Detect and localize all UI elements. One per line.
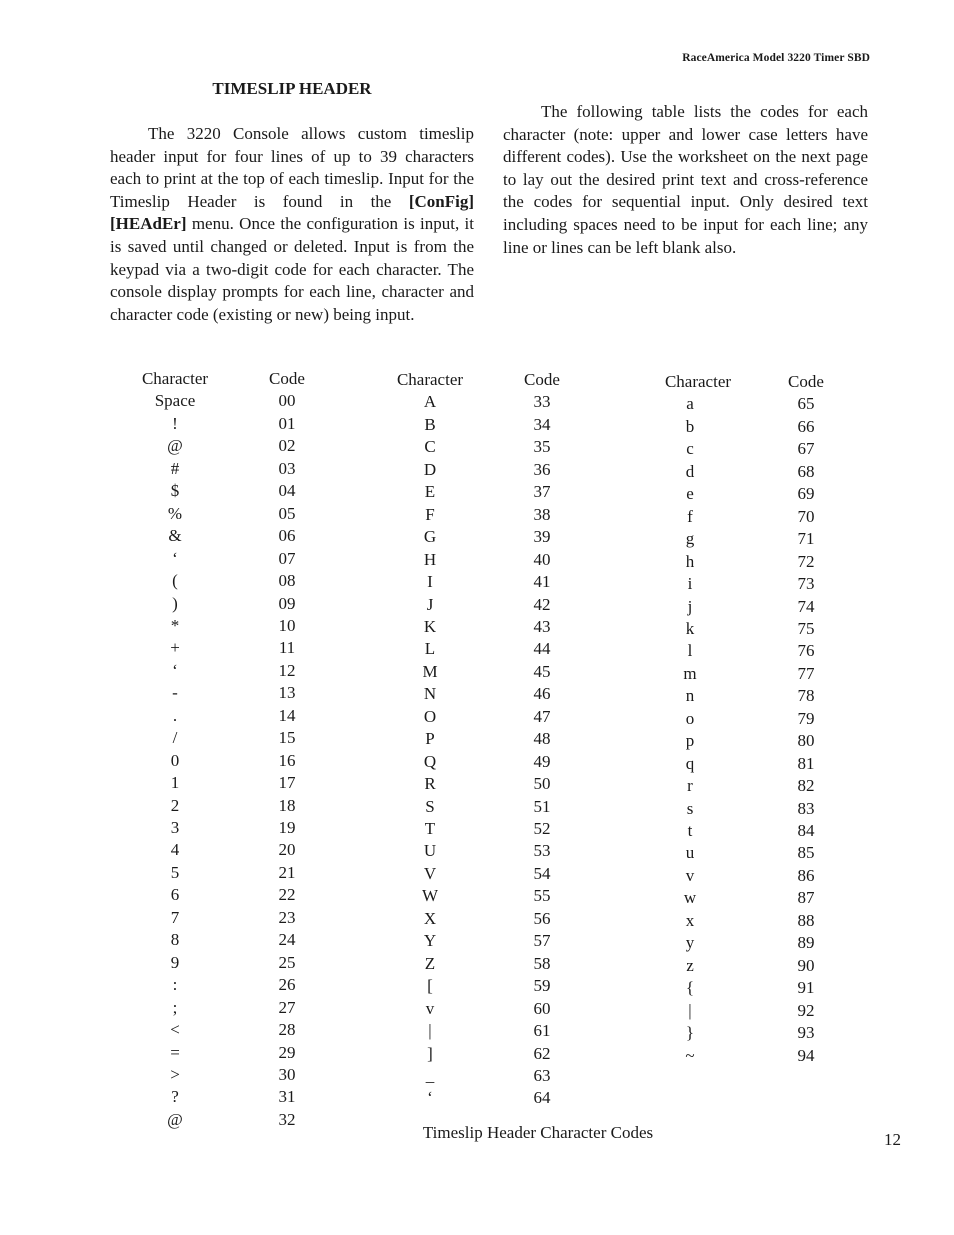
table-character-cell: ‘ [172,660,178,680]
table-character-cell: q [685,753,695,773]
table-code-cell: 47 [533,706,551,726]
code-header: Code [524,370,560,389]
table-code-cell: 11 [278,638,296,658]
table-character-cell: 3 [170,818,180,837]
table-code-cell: 53 [533,841,551,861]
table-character-cell: I [427,572,433,592]
table-character-cell: - [172,683,178,703]
table-character-cell: F [425,504,435,524]
table-code-cell: 71 [797,529,815,549]
table-code-cell: 03 [278,458,296,478]
table-code-cell: 44 [533,639,551,659]
table-character-cell: 4 [170,840,180,860]
table-code-cell: 02 [278,436,296,456]
table-code-cell: 00 [278,391,296,411]
table-character-cell: : [172,975,178,995]
table-code-cell: 79 [797,708,815,728]
table-code-cell: 15 [278,728,296,748]
table-code-cell: 04 [278,481,296,501]
table-character-cell: ; [172,997,178,1017]
table-character-cell: ~ [685,1045,695,1065]
table-code-cell: 67 [797,439,815,459]
table-character-cell: # [170,458,180,478]
table-character-cell: x [685,910,695,930]
table-character-cell: 5 [170,862,180,882]
table-character-cell: 9 [170,952,180,972]
table-code-cell: 84 [797,821,815,840]
table-character-cell: a [686,394,694,414]
table-character-cell: N [423,684,437,704]
table-code-cell: 72 [797,551,815,571]
table-character-cell: v [425,998,435,1018]
table-character-cell: m [683,663,697,683]
table-code-cell: 81 [797,753,815,773]
table-character-cell: g [685,529,695,549]
config-menu-name: [ConFig] [408,191,474,211]
table-character-cell: X [423,908,437,928]
table-code-cell: 65 [797,394,815,414]
table-code-cell: 18 [278,795,296,815]
table-code-cell: 41 [533,572,551,592]
table-code-cell: 91 [797,978,815,998]
table-code-cell: 24 [278,930,296,950]
table-character-cell: = [170,1042,180,1062]
table-code-cell: 26 [278,975,296,995]
table-code-cell: 17 [278,773,296,793]
table-character-cell: B [424,414,436,434]
table-code-cell: 42 [533,594,551,614]
table-character-cell: 6 [170,885,180,905]
table-code-cell: 08 [278,571,296,591]
table-code-cell: 51 [533,796,551,816]
character-header: Character [141,369,209,388]
table-code-cell: 21 [278,862,296,882]
table-character-cell: _ [425,1065,435,1085]
table-character-cell: O [423,706,437,726]
table-character-cell: < [170,1020,180,1040]
table-character-cell: + [170,638,180,658]
table-code-cell: 39 [533,527,551,547]
table-code-cell: 77 [797,663,815,683]
table-character-cell: @ [167,436,183,456]
table-code-cell: 54 [533,863,551,883]
table-code-cell: 48 [533,729,551,749]
table-character-cell: } [685,1023,695,1043]
table-code-cell: 49 [533,751,551,771]
table-character-cell: f [687,506,693,526]
table-character-cell: 1 [170,773,180,793]
table-code-cell: 16 [278,750,296,770]
table-code-cell: 57 [533,931,551,951]
table-character-cell: S [425,796,435,816]
table-character-cell: h [685,551,695,571]
table-character-cell: M [422,661,438,681]
table-character-cell: i [687,574,693,594]
table-character-cell: U [423,841,437,861]
table-character-cell: r [687,776,693,796]
table-code-cell: 92 [797,1000,815,1020]
table-code-cell: 20 [278,840,296,860]
table-character-cell: w [683,888,697,908]
table-code-cell: 58 [533,953,551,973]
table-character-cell: p [685,731,695,751]
table-code-cell: 10 [278,615,296,635]
table-code-cell: 05 [278,503,296,523]
table-character-cell: Z [424,953,436,973]
table-character-cell: $ [170,481,180,501]
table-code-cell: 75 [797,618,815,638]
code-header: Code [269,369,305,388]
table-code-cell: 83 [797,798,815,818]
table-character-cell: | [688,1000,692,1020]
table-character-cell: z [686,955,694,975]
table-character-cell: V [423,863,437,883]
table-code-cell: 89 [797,933,815,953]
table-character-cell: j [687,596,693,616]
table-code-cell: 30 [278,1064,296,1084]
table-character-cell: G [423,527,437,547]
page-number: 12 [884,1130,901,1149]
table-code-cell: 93 [797,1023,815,1043]
table-character-cell: C [424,437,436,457]
table-code-cell: 70 [797,506,815,526]
table-character-cell: t [687,821,693,840]
table-code-cell: 37 [533,482,551,502]
table-code-cell: 23 [278,907,296,927]
table-code-cell: 90 [797,955,815,975]
table-code-cell: 12 [278,660,296,680]
table-code-cell: 38 [533,504,551,524]
table-code-cell: 74 [797,596,815,616]
table-character-cell: H [423,549,437,569]
table-character-cell: e [686,484,694,504]
header-menu-name: [HEAdEr] [110,214,187,234]
table-character-cell: n [685,686,695,706]
table-code-cell: 85 [797,843,815,863]
table-character-cell: % [167,503,183,523]
table-character-cell: ! [172,413,178,433]
table-character-cell: o [685,708,695,728]
character-header: Character [664,372,732,391]
table-code-cell: 07 [278,548,296,568]
table-character-cell: k [685,618,695,638]
table-code-cell: 29 [278,1042,296,1062]
table-code-cell: 45 [533,661,551,681]
table-code-cell: 82 [797,776,815,796]
table-code-cell: 50 [533,774,551,794]
table-character-cell: { [685,978,695,998]
table-code-cell: 66 [797,416,815,436]
table-code-cell: 87 [797,888,815,908]
table-code-cell: 09 [278,593,296,613]
table-code-cell: 55 [533,886,551,906]
table-character-cell: > [170,1064,180,1084]
running-header: RaceAmerica Model 3220 Timer SBD [682,52,870,64]
table-code-cell: 31 [278,1087,296,1107]
table-character-cell: ( [172,571,178,591]
table-code-cell: 40 [533,549,551,569]
table-character-cell: v [685,865,695,885]
table-code-cell: 73 [797,574,815,594]
table-code-cell: 63 [533,1065,551,1085]
table-character-cell: b [685,416,695,436]
table-character-cell: D [423,459,437,479]
table-character-cell: Y [423,931,437,951]
table-character-cell: u [685,843,695,863]
table-code-cell: 36 [533,459,551,479]
right-column [503,101,868,259]
table-code-cell: 46 [533,684,551,704]
table-code-cell: 86 [797,865,815,885]
table-character-cell: * [170,615,180,635]
table-character-cell: J [426,594,434,614]
table-code-cell: 34 [533,414,551,434]
intro-paragraph [110,123,474,326]
table-character-cell: / [172,728,178,748]
table-character-cell: A [423,392,437,412]
left-column [110,78,474,326]
table-character-cell: E [424,482,436,502]
table-code-cell: 52 [533,819,551,838]
table-code-cell: 80 [797,731,815,751]
table-character-cell: ) [172,593,178,613]
table-code-cell: 27 [278,997,296,1017]
table-character-cell: L [424,639,436,659]
table-character-cell: Q [423,751,437,771]
table-character-cell: [ [427,976,433,996]
intro-text-c: menu. Once the configuration is input, it is saved until changed or deleted. Input is from the keypad via a two-digit code for each character. The console display prompts for each line, character and character code (existing or new) being input. [110,214,474,324]
table-code-cell: 78 [797,686,815,706]
table-caption: Timeslip Header Character Codes [422,1123,654,1142]
table-character-cell: ‘ [172,548,178,568]
table-code-cell: 60 [533,998,551,1018]
table-code-cell: 56 [533,908,551,928]
table-character-cell: y [685,933,695,953]
table-character-cell: ] [427,1043,433,1063]
table-code-cell: 69 [797,484,815,504]
table-character-cell: . [172,705,178,725]
table-character-cell: & [168,526,182,546]
table-code-cell: 22 [278,885,296,905]
table-character-cell: T [424,819,436,838]
table-code-cell: 64 [533,1088,551,1108]
table-character-cell: Space [154,391,196,411]
table-code-cell: 33 [533,392,551,412]
table-code-cell: 68 [797,461,815,481]
table-code-cell: 32 [278,1109,296,1129]
table-character-cell: s [686,798,694,818]
table-character-cell: 7 [170,907,180,927]
table-code-cell: 25 [278,952,296,972]
intro-text-a: The 3220 Console allows custom timeslip header input for four lines of up to 39 characters each to print at the top of each timeslip. Input for the Timeslip Header is found in the [110,124,474,211]
table-character-cell: @ [167,1109,183,1129]
table-code-cell: 28 [278,1020,296,1040]
table-code-cell: 59 [533,976,551,996]
table-character-cell: P [425,729,435,749]
table-code-cell: 13 [278,683,296,703]
table-character-cell: 2 [170,795,180,815]
table-code-cell: 88 [797,910,815,930]
table-character-cell: 8 [170,930,180,950]
table-code-cell: 76 [797,641,815,661]
section-title: TIMESLIP HEADER [212,79,372,98]
table-character-cell: l [687,641,693,661]
table-character-cell: ? [171,1087,179,1107]
table-character-cell: | [428,1021,432,1041]
table-character-cell: ‘ [427,1088,433,1108]
table-code-cell: 94 [797,1045,815,1065]
table-character-cell: W [421,886,439,906]
table-code-cell: 61 [533,1021,551,1041]
code-header: Code [788,372,824,391]
table-code-cell: 35 [533,437,551,457]
table-character-cell: R [424,774,436,794]
table-code-cell: 14 [278,705,296,725]
table-description-paragraph: The following table lists the codes for each character (note: upper and lower case letters have different codes). Use the worksheet on the next page to lay out the desired print text and cross-reference the codes for sequential input. Only desired text including spaces need to be input for each line; any line or lines can be left blank also. [503,102,868,257]
table-code-cell: 01 [278,413,296,433]
table-code-cell: 62 [533,1043,551,1063]
table-code-cell: 19 [278,818,296,837]
table-code-cell: 06 [278,526,296,546]
table-character-cell: K [423,616,437,636]
table-character-cell: c [686,439,694,459]
table-code-cell: 43 [533,616,551,636]
character-header: Character [396,370,464,389]
table-character-cell: 0 [170,750,180,770]
table-character-cell: d [685,461,695,481]
